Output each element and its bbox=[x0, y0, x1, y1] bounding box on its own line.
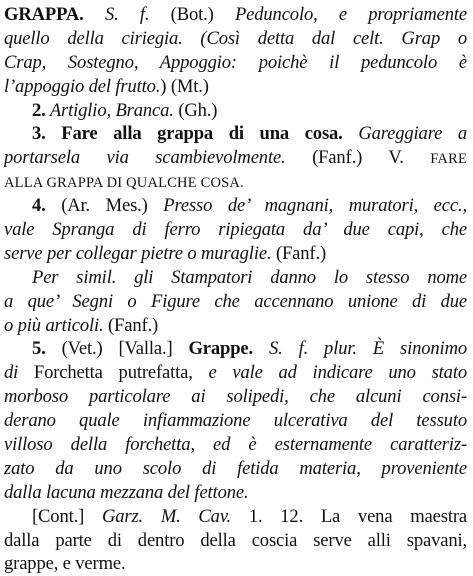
entry-line bbox=[4, 433, 467, 457]
sense-number: 4. bbox=[32, 195, 46, 217]
entry-line bbox=[4, 170, 467, 194]
text-segment: Peduncolo, e propriamente bbox=[234, 4, 467, 25]
text-segment: derano quale infiammazione ulcerativa del tessuto bbox=[4, 410, 467, 432]
text-segment: vale Spranga di ferro ripiegata da’ due capi, che bbox=[4, 219, 467, 241]
text-segment: (Vet.) [Valla.] bbox=[45, 338, 189, 360]
text-segment: l’appoggio del frutto. bbox=[4, 75, 161, 97]
text-segment: (Fanf.) bbox=[108, 314, 159, 336]
text-segment: quello della ciriegia. (Così detta dal celt. Grap o bbox=[4, 27, 467, 49]
text-segment: o più articoli. bbox=[4, 314, 108, 336]
text-segment: e vale ad indicare uno stato bbox=[192, 362, 467, 384]
text-segment: serve per collegar pietre o muraglie. bbox=[4, 242, 276, 264]
text-segment: Crap, Sostegno, Appoggio: poichè il peduncolo è bbox=[4, 51, 467, 73]
sense-number: 5. bbox=[32, 338, 46, 360]
entry-line bbox=[4, 242, 467, 266]
text-segment: ) (Mt.) bbox=[160, 75, 209, 97]
text-segment: a que’ Segni o Figure che accennano unione di due bbox=[4, 290, 467, 312]
text-segment: grappe, e verme. bbox=[4, 553, 126, 575]
text-segment: morboso particolare ai solipedi, che alcuni consi- bbox=[4, 386, 467, 408]
text-segment: (Gh.) bbox=[178, 99, 218, 121]
entry-line bbox=[4, 99, 467, 123]
text-segment: portarsela via scambievolmente. bbox=[4, 147, 313, 169]
entry-line bbox=[4, 290, 467, 314]
entry-line bbox=[4, 146, 467, 170]
text-segment: Presso de’ magnani, muratori, ecc., bbox=[163, 195, 467, 217]
entry-line bbox=[4, 481, 467, 505]
text-segment: (Bot.) bbox=[170, 4, 235, 25]
bold-phrase: Fare alla grappa di una cosa. bbox=[45, 123, 343, 145]
text-segment: (Fanf.) bbox=[275, 242, 327, 264]
entry-line bbox=[4, 505, 467, 529]
text-segment: (Ar. Mes.) bbox=[45, 195, 164, 217]
entry-line bbox=[4, 266, 467, 290]
text-segment: di bbox=[4, 362, 34, 384]
text-segment: Forchetta putrefatta, bbox=[33, 362, 193, 384]
sense-number: 2. bbox=[32, 99, 46, 121]
text-segment: S. f. plur. È sinonimo bbox=[253, 338, 467, 360]
entry-line bbox=[4, 385, 467, 409]
entry-line bbox=[4, 194, 467, 218]
entry-line bbox=[4, 75, 467, 99]
bold-phrase: GRAPPA. bbox=[4, 4, 84, 25]
entry-line bbox=[4, 361, 467, 385]
text-segment: [Cont.] bbox=[32, 505, 102, 527]
entry-line bbox=[4, 51, 467, 75]
entry-line bbox=[4, 337, 467, 361]
entry-line bbox=[4, 529, 467, 553]
entry-line bbox=[4, 122, 467, 146]
text-segment: ALLA GRAPPA DI QUALCHE COSA. bbox=[4, 175, 244, 192]
entry-line bbox=[4, 552, 467, 576]
text-segment: dalla parte di dentro della coscia serve alli spavani, bbox=[4, 529, 467, 551]
entry-line bbox=[4, 409, 467, 433]
text-segment: Artiglio, Branca. bbox=[45, 99, 179, 121]
entry-line bbox=[4, 314, 467, 338]
text-segment: dalla lacuna mezzana del fettone. bbox=[4, 481, 249, 503]
text-segment: zato da uno scolo di fetida materia, proveniente bbox=[4, 457, 467, 479]
text-segment: Per simil. gli Stampatori danno lo stesso nome bbox=[32, 266, 467, 288]
entry-line bbox=[4, 218, 467, 242]
sense-number: 3. bbox=[32, 123, 46, 145]
text-segment: 1. 12. La vena maestra bbox=[248, 505, 467, 527]
text-segment: FARE bbox=[430, 151, 467, 168]
entry-line bbox=[4, 27, 467, 51]
bold-phrase: Grappe. bbox=[188, 338, 254, 360]
text-segment: (Fanf.) V. bbox=[312, 147, 431, 169]
entry-line bbox=[4, 457, 467, 481]
text-segment: S. f. bbox=[83, 4, 171, 25]
text-segment: Gareggiare a bbox=[342, 123, 467, 145]
entry-line bbox=[4, 3, 467, 27]
text-segment: villoso della forchetta, ed è esternamente caratteriz- bbox=[4, 434, 467, 456]
text-segment: Garz. M. Cav. bbox=[101, 505, 249, 527]
